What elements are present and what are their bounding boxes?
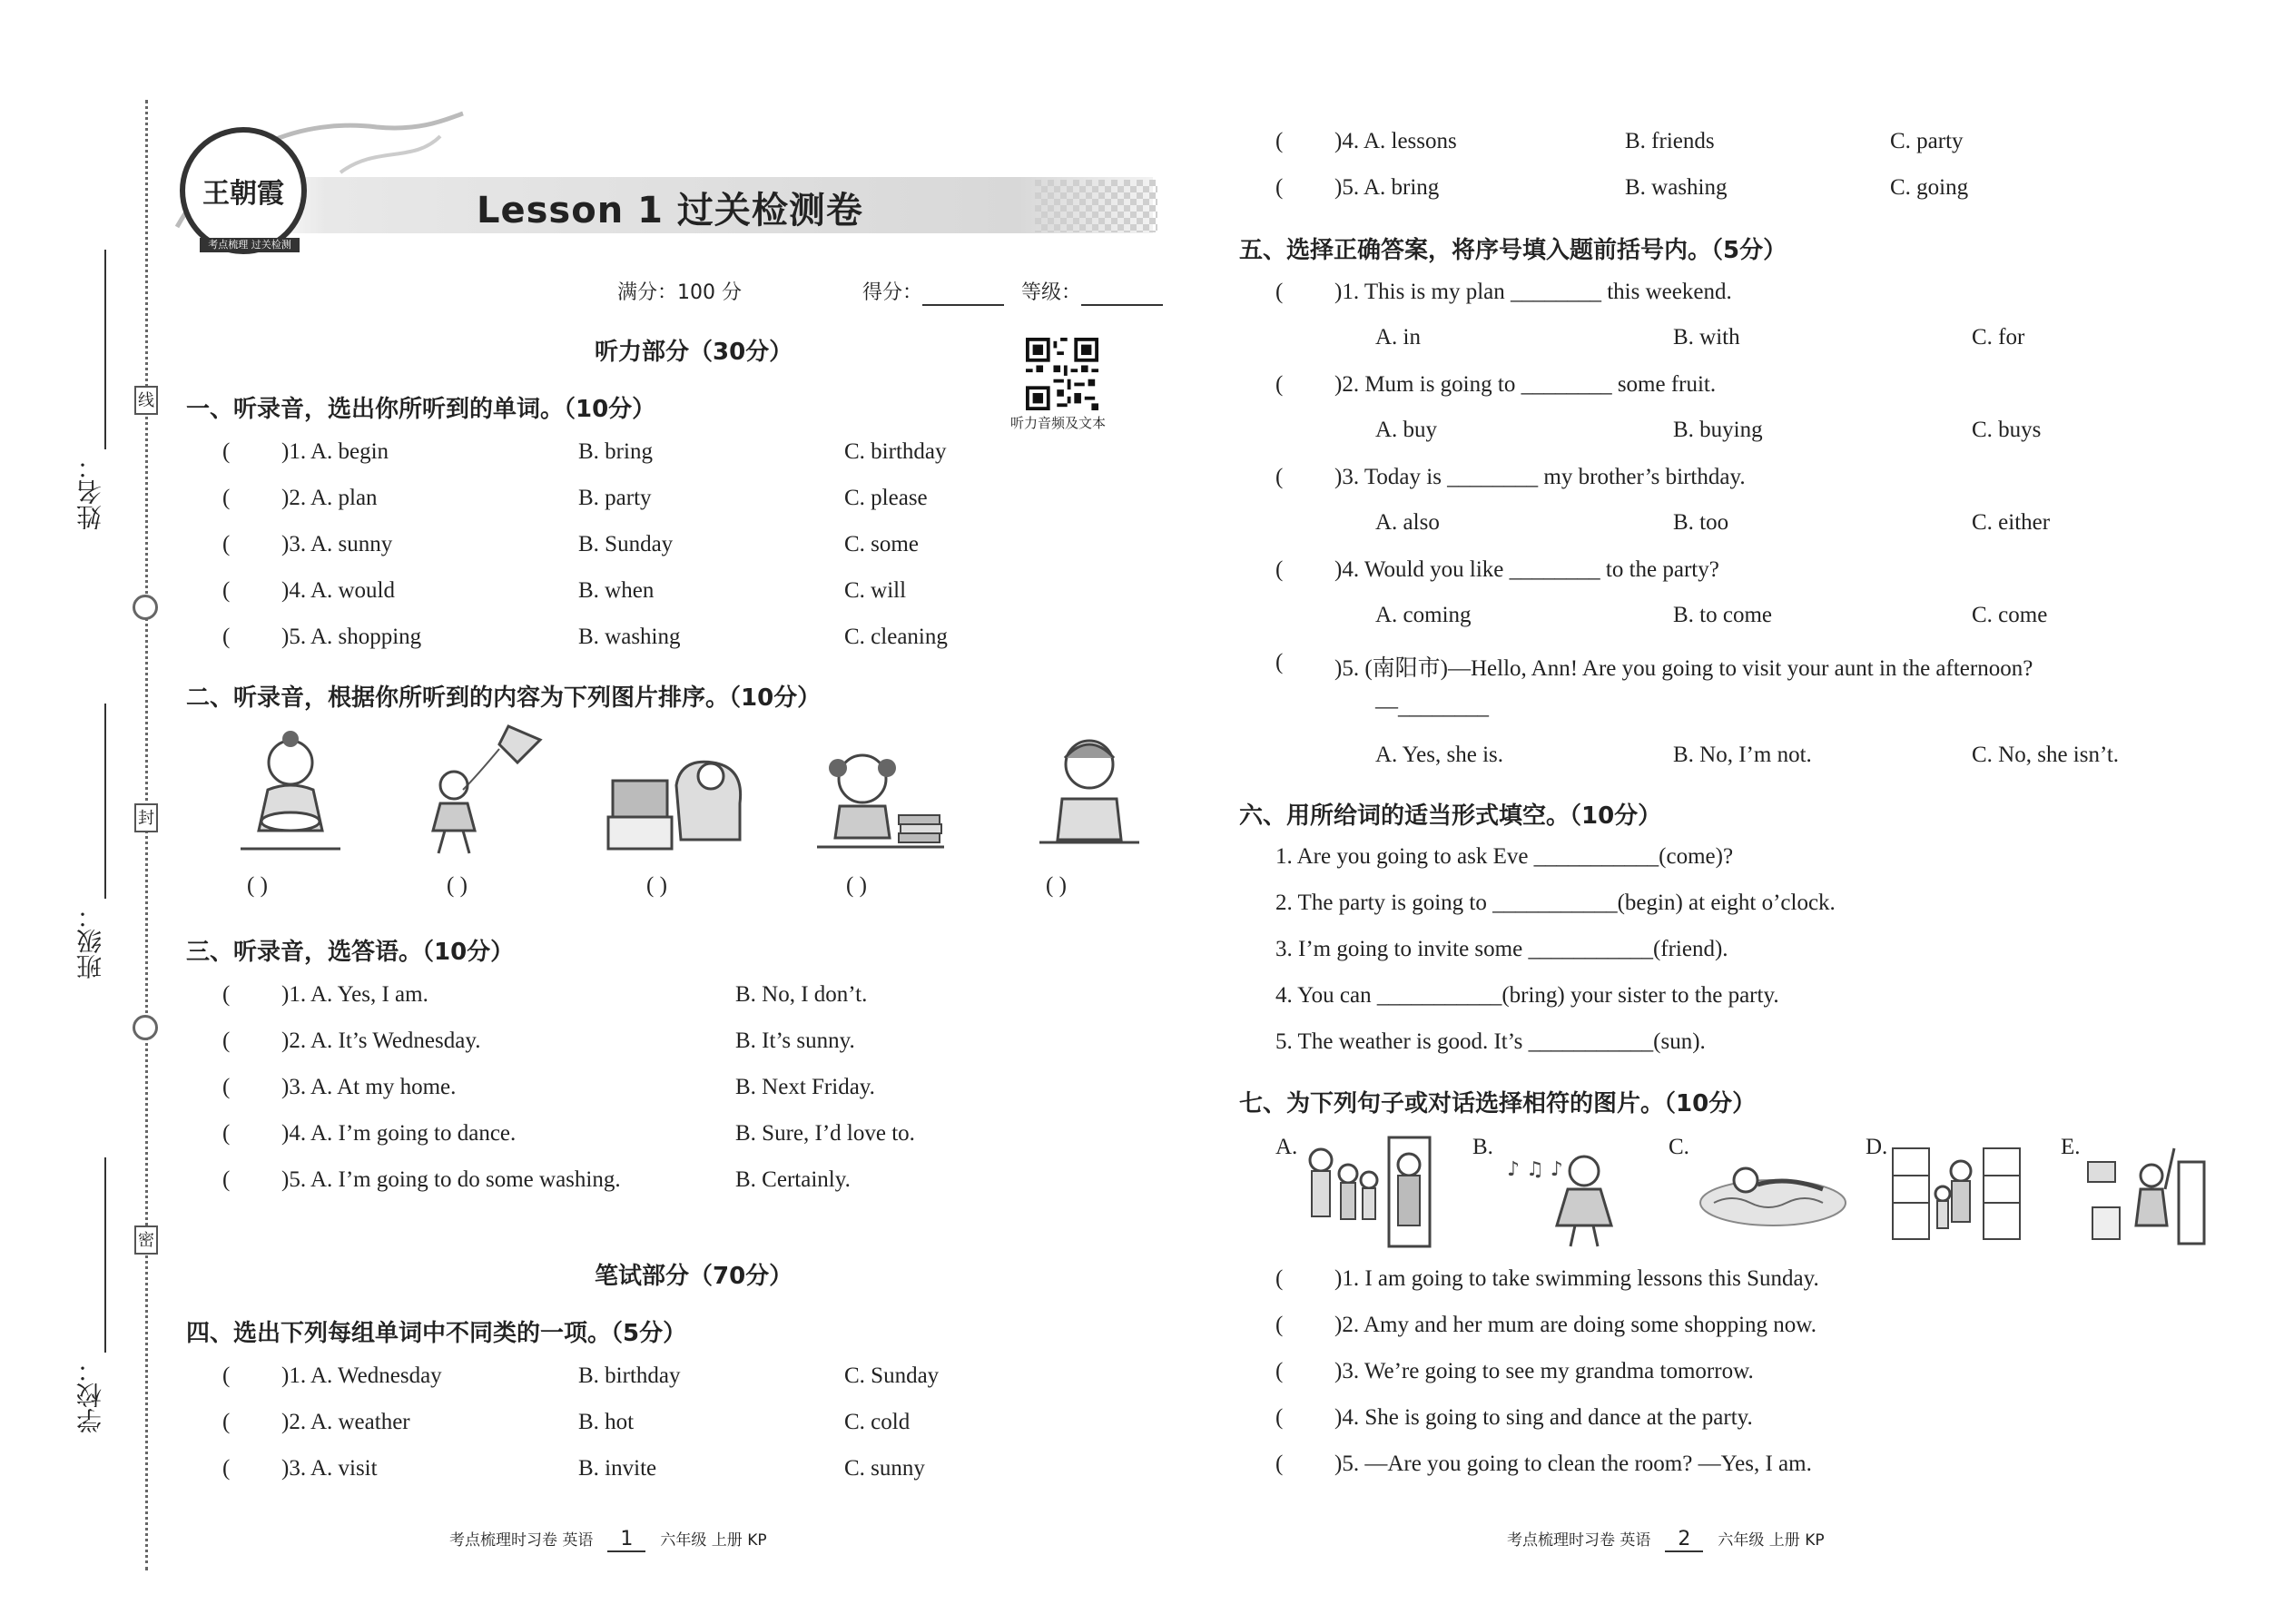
name-underline [104, 250, 106, 449]
section-1-title: 一、听录音，选出你所听到的单词。（10分） [186, 396, 656, 423]
s5-q1-options[interactable]: A. in B. with C. for [1375, 325, 2025, 349]
footer-left: 考点梳理时习卷 英语 1 六年级 上册 KP [449, 1528, 767, 1550]
picture-family-visiting-grandma [1298, 1133, 1434, 1251]
picture-grandma [1030, 726, 1148, 858]
s4-q5[interactable]: ( )5. A. bring B. washing C. going [1275, 175, 1969, 200]
s7-q1[interactable]: ( )1. I am going to take swimming lessons this Sunday. [1275, 1266, 1819, 1291]
checker-pattern [1035, 180, 1157, 232]
section-3-title: 三、听录音，选答语。（10分） [186, 939, 515, 966]
full-score: 满分：100 分 [617, 281, 742, 304]
s2-blank-2[interactable]: ( ) [447, 873, 468, 898]
s6-q5[interactable]: 5. The weather is good. It’s ___________(sun). [1275, 1029, 1706, 1054]
s6-q1[interactable]: 1. Are you going to ask Eve ___________(come)? [1275, 844, 1734, 869]
s2-blank-4[interactable]: ( ) [846, 873, 867, 898]
seal-char-2: 封 [134, 803, 158, 832]
logo-ribbon: 考点梳理 过关检测 [200, 238, 300, 252]
s6-q4[interactable]: 4. You can ___________(bring) your sister to the party. [1275, 983, 1779, 1008]
score-label: 得分： [862, 281, 923, 304]
s7-label-a: A. [1275, 1135, 1298, 1159]
s3-q3[interactable]: ( )3. A. At my home. B. Next Friday. [222, 1075, 875, 1099]
s7-q3[interactable]: ( )3. We’re going to see my grandma tomorrow. [1275, 1359, 1754, 1383]
picture-girl-singing-dancing [1502, 1139, 1639, 1248]
school-underline [104, 1157, 106, 1353]
s7-label-b: B. [1472, 1135, 1493, 1159]
qr-caption: 听力音频及文本 [1010, 415, 1107, 431]
s7-label-e: E. [2061, 1135, 2081, 1159]
class-label: 班级： [75, 903, 105, 979]
s5-q2-options[interactable]: A. buy B. buying C. buys [1375, 418, 2042, 442]
s3-q1[interactable]: ( )1. A. Yes, I am. B. No, I don’t. [222, 982, 868, 1007]
section-7-title: 七、为下列句子或对话选择相符的图片。（10分） [1239, 1090, 1757, 1117]
s5-q1[interactable]: ( )1. This is my plan ________ this weekend. [1275, 280, 1732, 304]
picture-girl-flying-kite [413, 722, 549, 858]
s5-q4-options[interactable]: A. coming B. to come C. come [1375, 603, 2048, 627]
picture-boy-swimming [1696, 1153, 1850, 1235]
s4-q1[interactable]: ( )1. A. Wednesday B. birthday C. Sunday [222, 1363, 940, 1388]
s5-q5-options[interactable]: A. Yes, she is. B. No, I’m not. C. No, she isn’t. [1375, 743, 2120, 767]
binding-ring [133, 1015, 158, 1040]
s7-q4[interactable]: ( )4. She is going to sing and dance at the party. [1275, 1405, 1753, 1430]
picture-girl-reading-books [812, 743, 949, 856]
class-underline [104, 704, 106, 899]
s6-q3[interactable]: 3. I’m going to invite some ___________(friend). [1275, 937, 1728, 961]
s2-blank-3[interactable]: ( ) [646, 873, 667, 898]
s4-q3[interactable]: ( )3. A. visit B. invite C. sunny [222, 1456, 925, 1481]
picture-shopping-with-mum [1888, 1139, 2024, 1248]
s5-q2[interactable]: ( )2. Mum is going to ________ some fruit. [1275, 372, 1717, 397]
s5-q3-options[interactable]: A. also B. too C. either [1375, 510, 2051, 535]
s5-q5[interactable]: ( )5. (南阳市)—Hello, Ann! Are you going to visit your aunt in the afternoon? [1275, 650, 2033, 681]
score-blank[interactable] [922, 281, 1004, 306]
s6-q2[interactable]: 2. The party is going to ___________(begin) at eight o’clock. [1275, 891, 1836, 915]
s1-q2[interactable]: ( )2. A. plan B. party C. please [222, 486, 928, 510]
section-5-title: 五、选择正确答案，将序号填入题前括号内。（5分） [1239, 237, 1787, 264]
picture-girl-baking-cake [231, 726, 350, 858]
s7-q2[interactable]: ( )2. Amy and her mum are doing some shopping now. [1275, 1313, 1816, 1337]
qr-code[interactable] [1026, 338, 1098, 410]
s5-q3[interactable]: ( )3. Today is ________ my brother’s birthday. [1275, 465, 1746, 489]
s4-q2[interactable]: ( )2. A. weather B. hot C. cold [222, 1410, 911, 1434]
s1-q3[interactable]: ( )3. A. sunny B. Sunday C. some [222, 532, 919, 556]
page-number-1: 1 [607, 1528, 645, 1552]
binding-ring [133, 595, 158, 620]
s2-blank-1[interactable]: ( ) [247, 873, 268, 898]
picture-boy-watching-tv [604, 740, 749, 858]
page-title: Lesson 1 过关检测卷 [477, 190, 863, 231]
svg-text:♪ ♫ ♪: ♪ ♫ ♪ [1507, 1158, 1563, 1181]
s3-q4[interactable]: ( )4. A. I’m going to dance. B. Sure, I’d love to. [222, 1121, 915, 1146]
s1-q4[interactable]: ( )4. A. would B. when C. will [222, 578, 907, 603]
s3-q5[interactable]: ( )5. A. I’m going to do some washing. B. Certainly. [222, 1167, 851, 1192]
footer-right: 考点梳理时习卷 英语 2 六年级 上册 KP [1507, 1528, 1825, 1550]
grade-field[interactable] [1021, 277, 1163, 306]
score-field[interactable] [862, 277, 1004, 306]
s7-label-c: C. [1669, 1135, 1689, 1159]
s2-blank-5[interactable]: ( ) [1046, 873, 1067, 898]
s5-q5-answer-blank[interactable]: —________ [1375, 694, 1489, 719]
seal-char-1: 线 [134, 386, 158, 415]
seal-char-3: 密 [134, 1225, 158, 1255]
s1-q5[interactable]: ( )5. A. shopping B. washing C. cleaning [222, 625, 948, 649]
school-label: 学校： [75, 1357, 105, 1433]
s7-q5[interactable]: ( )5. —Are you going to clean the room? —Yes, I am. [1275, 1452, 1812, 1476]
section-2-title: 二、听录音，根据你所听到的内容为下列图片排序。（10分） [186, 684, 822, 712]
listening-title: 听力部分（30分） [595, 339, 793, 366]
picture-girl-cleaning-room [2083, 1139, 2210, 1248]
s7-label-d: D. [1866, 1135, 1888, 1159]
grade-label: 等级： [1021, 281, 1082, 304]
section-4-title: 四、选出下列每组单词中不同类的一项。（5分） [186, 1320, 687, 1347]
brand-logo: 王朝霞 [180, 127, 307, 254]
grade-blank[interactable] [1081, 281, 1163, 306]
s3-q2[interactable]: ( )2. A. It’s Wednesday. B. It’s sunny. [222, 1029, 855, 1053]
binding-dotted-line [145, 100, 148, 1570]
page-number-2: 2 [1665, 1528, 1703, 1552]
s5-q4[interactable]: ( )4. Would you like ________ to the party? [1275, 557, 1719, 582]
writing-title: 笔试部分（70分） [595, 1263, 793, 1290]
s4-q4[interactable]: ( )4. A. lessons B. friends C. party [1275, 129, 1964, 153]
section-6-title: 六、用所给词的适当形式填空。（10分） [1239, 802, 1662, 830]
name-label: 姓名： [75, 454, 105, 530]
s1-q1[interactable]: ( )1. A. begin B. bring C. birthday [222, 439, 947, 464]
